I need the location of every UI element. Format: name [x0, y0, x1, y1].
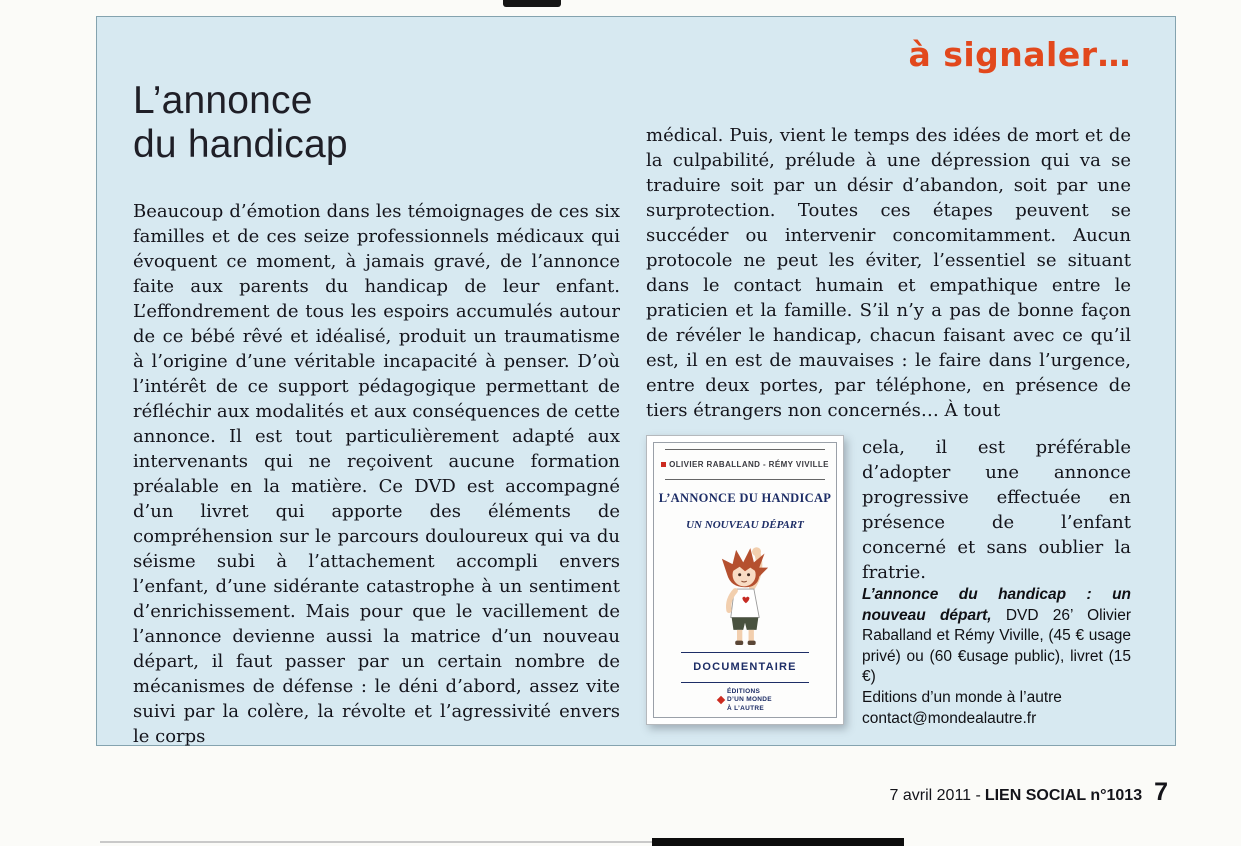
- scan-artifact-bottom-bar: [652, 838, 904, 846]
- article-title-line1: L’annonce: [133, 79, 313, 122]
- article-panel: [96, 16, 1176, 746]
- footer-magazine-issue: LIEN SOCIAL n°1013: [984, 787, 1143, 804]
- page-footer: [890, 778, 1168, 807]
- right-column: [646, 123, 1131, 727]
- dvd-authors-text: OLIVIER RABALLAND - RÉMY VIVILLE: [669, 460, 829, 469]
- red-dot-icon: [661, 462, 666, 467]
- publisher-logo-icon: [717, 696, 725, 704]
- wrap-continuation-text: cela, il est préférable d’adopter une annonce progressive effectuée en présence de l’enfant concerné et sans oublier la fratrie.: [862, 437, 1131, 583]
- dvd-genre-label: DOCUMENTAIRE: [681, 652, 808, 683]
- caption-details: DVD 26’ Olivier Raballand et Rémy Viville, (45 € usage privé) ou (60 €usage public), livret (15 €): [862, 606, 1131, 686]
- caption-main: [862, 585, 1131, 688]
- beside-cover: [862, 435, 1131, 727]
- article-title-line2: du handicap: [133, 123, 348, 167]
- dvd-caption: [862, 585, 1131, 729]
- right-column-text: médical. Puis, vient le temps des idées de mort et de la culpabilité, prélude à une dépression qui va se traduire soit par un désir d’abandon, soit par une surprotection. Toutes ces étapes peuvent se succéder ou intervenir concomitamment. Aucun protocole ne peut les éviter, l’essentiel se situant dans le contact humain et empathique entre le praticien et la famille. S’il n’y a pas de bonne façon de révéler le handicap, chacun faisant avec ce qu’il est, il en est de mauvaises : le faire dans l’urgence, entre deux portes, par téléphone, en présence de tiers étrangers non concernés… À tout: [646, 125, 1131, 421]
- caption-publisher: Editions d’un monde à l’autre: [862, 689, 1062, 707]
- scan-artifact-top: [503, 0, 561, 7]
- dvd-cover: [646, 435, 844, 725]
- scan-artifact-bottom-line: [100, 841, 652, 843]
- dvd-authors: [665, 449, 829, 480]
- footer-date: 7 avril 2011 -: [889, 787, 981, 804]
- dvd-title: L’ANNONCE DU HANDICAP: [658, 491, 832, 505]
- left-column-text: Beaucoup d’émotion dans les témoignages de ces six familles et de ces seize professionnels médicaux qui évoquent ce moment, à jamais gravé, de l’annonce faite aux parents du handicap de leur enfant. L’effondrement de tous les espoirs accumulés autour de ce bébé rêvé et idéalisé, produit un traumatisme à l’origine d’une véritable incapacité à penser. D’où l’intérêt de ce support pédagogique permettant de réfléchir aux modalités et aux conséquences de cette annonce. Il est tout particulièrement adapté aux intervenants qui ne reçoivent aucune formation préalable en la matière. Ce DVD est accompagné d’un livret qui apporte des éléments de compréhension sur le parcours douloureux qui va du séisme subi à l’attachement accompli envers l’enfant, d’une sidérante catastrophe à un sentiment d’enrichissement. Mais pour que le vacillement de l’annonce devienne aussi la matrice d’un nouveau départ, il faut passer par un certain nombre de mécanismes de défense : le déni d’abord, assez vite suivi par la colère, la révolte et l’agressivité envers le corps: [133, 201, 620, 747]
- publisher-logo-text: [727, 688, 772, 713]
- dvd-illustration-girl: [693, 541, 797, 648]
- caption-title: L’annonce du handicap : un nouveau départ,: [862, 586, 1131, 624]
- dvd-publisher-logo: [718, 688, 772, 713]
- caption-contact-email: contact@mondealautre.fr: [862, 709, 1037, 727]
- dvd-subtitle: UN NOUVEAU DÉPART: [686, 519, 804, 531]
- publisher-line1: ÉDITIONS: [727, 687, 761, 695]
- media-row: [646, 435, 1131, 727]
- section-tag: à signaler…: [908, 35, 1131, 74]
- publisher-line2: D’UN MONDE: [727, 696, 772, 704]
- article-title: [133, 79, 348, 167]
- left-column: [133, 199, 620, 749]
- publisher-line3: À L’AUTRE: [727, 704, 765, 712]
- dvd-cover-inner: [653, 442, 837, 718]
- footer-page-number: 7: [1154, 778, 1168, 806]
